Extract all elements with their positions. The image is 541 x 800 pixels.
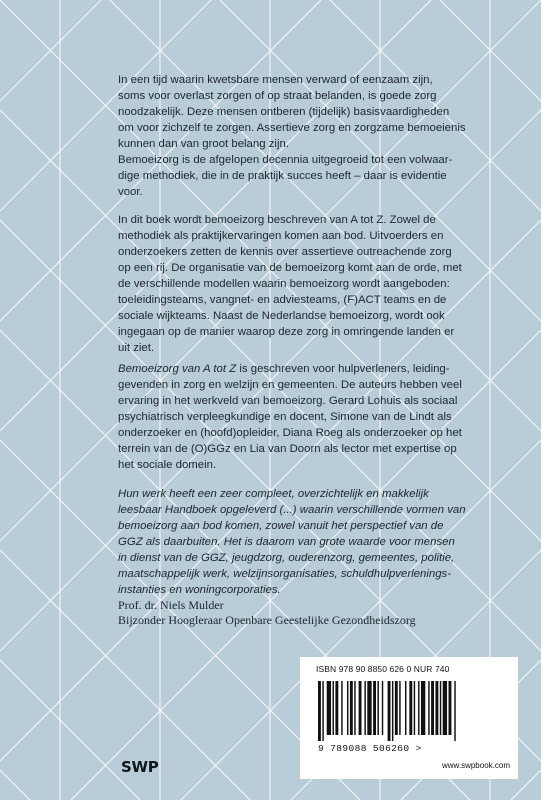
barcode-bar	[373, 681, 376, 735]
quote-author-title: Bijzonder Hoogleraar Openbare Geestelijke Gezondheidszorg	[118, 613, 416, 627]
barcode-bar	[428, 681, 429, 735]
audience-line-rest: is geschreven voor hulpverleners, leiding-	[236, 363, 450, 375]
quote-line: in dienst van de GGZ, jeugdzorg, ouderenzorg, gemeentes, politie,	[118, 552, 455, 564]
publisher-website[interactable]: www.swpbook.com	[441, 761, 510, 770]
description-line: de verschillende modellen waarin bemoeizorg wordt aangeboden:	[118, 278, 450, 290]
barcode-bar	[359, 681, 362, 735]
description-line: onderzoekers zetten de kennis over assertieve outreachende zorg	[118, 246, 452, 258]
barcode-bar	[435, 681, 438, 735]
book-title-italic: Bemoeizorg van A tot Z	[118, 363, 237, 375]
intro-paragraph	[118, 72, 468, 200]
description-line: toeleidingsteams, vangnet- en adviesteams, (F)ACT teams en de	[118, 294, 447, 306]
audience-line: onderzoeker en (hoofd)opleider, Diana Roeg als onderzoeker op het	[118, 427, 462, 439]
publisher-logo: SWP	[121, 758, 159, 776]
barcode-bar	[454, 681, 455, 741]
barcode-bar	[395, 681, 398, 735]
barcode-bar	[443, 681, 447, 735]
barcode-bar	[382, 681, 383, 735]
quote-line: Hun werk heeft een zeer compleet, overzichtelijk en makkelijk	[118, 488, 429, 500]
barcode-bar	[414, 681, 415, 735]
barcode-bar	[364, 681, 365, 735]
description-line: uit ziet.	[118, 342, 155, 354]
barcode-bar	[449, 681, 452, 735]
barcode-bar	[409, 681, 412, 735]
isbn-barcode-box	[300, 657, 518, 779]
intro-line: dige methodiek, die in de praktijk succes heeft – daar is evidentie	[118, 170, 447, 182]
audience-line	[118, 361, 468, 377]
audience-line: het sociale domein.	[118, 459, 217, 471]
description-line: ingegaan op de manier waarop deze zorg in omringende landen er	[118, 326, 455, 338]
quote-line: bemoeizorg aan bod komen, zowel vanuit het perspectief van de	[118, 520, 444, 532]
intro-line: Bemoeizorg is de afgelopen decennia uitgegroeid tot een volwaar-	[118, 154, 453, 166]
barcode-bar	[418, 681, 419, 735]
isbn-text: ISBN 978 90 8850 626 0 NUR 740	[316, 664, 450, 674]
audience-line: psychiatrisch verpleegkundige en docent, Simone van de Lindt als	[118, 411, 452, 423]
barcode-bar	[440, 681, 441, 735]
audience-line: terrein van de (O)GGz en Lia van Doorn als lector met expertise op	[118, 443, 457, 455]
intro-line: soms voor overlast zorgen of op straat belanden, is goede zorg	[118, 90, 437, 102]
intro-line: In een tijd waarin kwetsbare mensen verward of eenzaam zijn,	[118, 74, 433, 86]
barcode-bar	[333, 681, 334, 735]
description-paragraph	[118, 212, 468, 356]
description-line: sociale wijkteams. Naast de Nederlandse bemoeizorg, wordt ook	[118, 310, 445, 322]
intro-line: om voor zichzelf te zorgen. Assertieve zorg en zorgzame bemoeienis	[118, 122, 466, 134]
barcode-bar	[347, 681, 348, 735]
intro-line: noodzakelijk. Deze mensen ontberen (tijdelijk) basisvaardigheden	[118, 106, 450, 118]
quote-author: Prof. dr. Niels Mulder	[118, 598, 224, 612]
audience-line: ervaring in het werkveld van bemoeizorg. Gerard Lohuis als sociaal	[118, 395, 458, 407]
description-line: methodiek als praktijkervaringen komen aan bod. Uitvoerders en	[118, 230, 444, 242]
audience-paragraph	[118, 361, 468, 473]
quote-line: maatschappelijk werk, welzijnsorganisaties, schuldhulpverlenings-	[118, 568, 452, 580]
barcode-bar	[318, 681, 321, 741]
intro-line: voor.	[118, 186, 143, 198]
quote-line: GGZ als daarbuiten. Het is daarom van grote waarde voor mensen	[118, 536, 455, 548]
audience-line: gevenden in zorg en welzijn en gemeenten. De auteurs hebben veel	[118, 379, 462, 391]
quote-line: leesbaar Handboek opgeleverd (...) waarin verschillende vormen van	[118, 504, 466, 516]
barcode-bar	[388, 681, 391, 741]
barcode-bar	[421, 681, 425, 735]
barcode-bar	[354, 681, 355, 735]
description-line: op een rij. De organisatie van de bemoeizorg komt aan de orde, met	[118, 262, 462, 274]
intro-line: kunnen dan van groot belang zijn.	[118, 138, 289, 150]
description-line: In dit boek wordt bemoeizorg beschreven van A tot Z. Zowel de	[118, 214, 436, 226]
barcode-bar	[405, 681, 406, 735]
barcode-bar	[322, 681, 323, 741]
barcode-bar	[392, 681, 393, 741]
barcode-bar	[350, 681, 353, 735]
barcode-bar	[335, 681, 338, 735]
barcode-bar	[327, 681, 331, 735]
barcode-bar	[341, 681, 342, 735]
quote-line: instanties en woningcorporaties.	[118, 584, 281, 596]
barcode-bar	[367, 681, 371, 735]
barcode-bar	[431, 681, 434, 735]
barcode-bar	[377, 681, 378, 735]
endorsement-quote	[118, 486, 468, 628]
barcode-digits: 9 789088 506260 >	[318, 743, 422, 754]
barcode-bar	[399, 681, 400, 735]
barcode-graphic	[316, 681, 506, 741]
